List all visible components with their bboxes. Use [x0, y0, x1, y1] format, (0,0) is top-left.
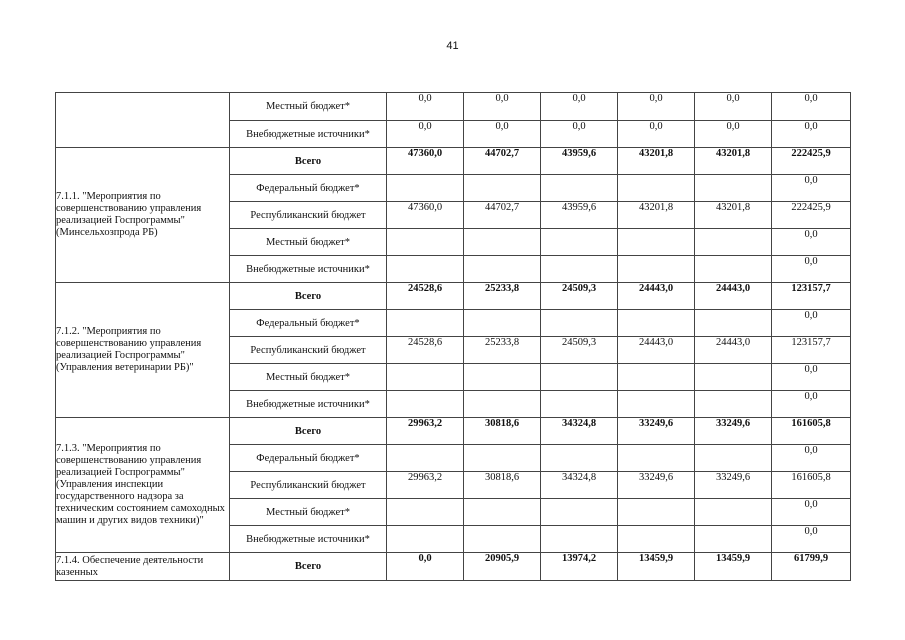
value-cell	[541, 526, 618, 553]
funding-source-cell: Всего	[230, 553, 387, 581]
value-cell	[387, 175, 464, 202]
funding-source-cell: Местный бюджет*	[230, 93, 387, 121]
value-cell: 0,0	[772, 364, 851, 391]
value-cell: 33249,6	[618, 472, 695, 499]
value-cell: 13459,9	[695, 553, 772, 581]
value-cell	[464, 256, 541, 283]
value-cell: 0,0	[772, 93, 851, 121]
event-name-cell	[56, 93, 230, 148]
value-cell: 0,0	[695, 93, 772, 121]
value-cell	[541, 391, 618, 418]
value-cell	[618, 175, 695, 202]
value-cell: 161605,8	[772, 472, 851, 499]
event-name-cell: 7.1.1. "Мероприятия по совершенствованию управления реализацией Госпрограммы" (Минсельхозпрода РБ)	[56, 148, 230, 283]
value-cell: 222425,9	[772, 202, 851, 229]
value-cell: 24443,0	[695, 337, 772, 364]
value-cell	[618, 445, 695, 472]
value-cell: 24443,0	[695, 283, 772, 310]
funding-source-cell: Всего	[230, 148, 387, 175]
value-cell: 47360,0	[387, 202, 464, 229]
value-cell	[695, 391, 772, 418]
value-cell	[464, 310, 541, 337]
value-cell: 24509,3	[541, 283, 618, 310]
table-body	[56, 93, 851, 581]
value-cell	[387, 391, 464, 418]
value-cell	[618, 364, 695, 391]
value-cell	[618, 310, 695, 337]
value-cell	[387, 229, 464, 256]
value-cell	[618, 391, 695, 418]
value-cell	[541, 310, 618, 337]
value-cell	[387, 499, 464, 526]
value-cell: 161605,8	[772, 418, 851, 445]
event-name-cell: 7.1.2. "Мероприятия по совершенствованию управления реализацией Госпрограммы" (Управления ветеринарии РБ)"	[56, 283, 230, 418]
value-cell: 13459,9	[618, 553, 695, 581]
value-cell: 43959,6	[541, 148, 618, 175]
value-cell: 0,0	[772, 229, 851, 256]
value-cell	[464, 175, 541, 202]
value-cell: 29963,2	[387, 418, 464, 445]
value-cell: 24509,3	[541, 337, 618, 364]
funding-source-cell: Внебюджетные источники*	[230, 526, 387, 553]
funding-source-cell: Внебюджетные источники*	[230, 391, 387, 418]
value-cell: 222425,9	[772, 148, 851, 175]
page-number: 41	[446, 40, 459, 52]
funding-source-cell: Республиканский бюджет	[230, 202, 387, 229]
table-row-total	[56, 418, 851, 445]
value-cell	[464, 445, 541, 472]
funding-source-cell: Федеральный бюджет*	[230, 310, 387, 337]
value-cell	[387, 310, 464, 337]
value-cell: 123157,7	[772, 337, 851, 364]
value-cell	[541, 256, 618, 283]
table-row-total	[56, 553, 851, 581]
value-cell: 0,0	[772, 526, 851, 553]
value-cell	[695, 445, 772, 472]
value-cell	[618, 526, 695, 553]
value-cell: 61799,9	[772, 553, 851, 581]
value-cell: 20905,9	[464, 553, 541, 581]
value-cell: 0,0	[618, 93, 695, 121]
funding-source-cell: Местный бюджет*	[230, 364, 387, 391]
funding-source-cell: Местный бюджет*	[230, 229, 387, 256]
value-cell: 0,0	[772, 121, 851, 148]
value-cell: 24443,0	[618, 337, 695, 364]
value-cell	[695, 229, 772, 256]
value-cell: 0,0	[387, 553, 464, 581]
funding-source-cell: Всего	[230, 283, 387, 310]
value-cell	[618, 256, 695, 283]
value-cell	[618, 499, 695, 526]
value-cell: 43201,8	[695, 148, 772, 175]
value-cell	[695, 364, 772, 391]
funding-source-cell: Федеральный бюджет*	[230, 175, 387, 202]
value-cell: 0,0	[387, 93, 464, 121]
value-cell	[387, 526, 464, 553]
value-cell	[541, 175, 618, 202]
value-cell	[695, 175, 772, 202]
value-cell: 43201,8	[695, 202, 772, 229]
value-cell	[387, 256, 464, 283]
value-cell: 24528,6	[387, 283, 464, 310]
value-cell: 25233,8	[464, 283, 541, 310]
value-cell	[695, 499, 772, 526]
value-cell: 33249,6	[695, 472, 772, 499]
value-cell: 0,0	[464, 93, 541, 121]
value-cell: 0,0	[464, 121, 541, 148]
value-cell: 34324,8	[541, 418, 618, 445]
value-cell: 0,0	[618, 121, 695, 148]
value-cell: 34324,8	[541, 472, 618, 499]
funding-source-cell: Внебюджетные источники*	[230, 256, 387, 283]
value-cell: 44702,7	[464, 202, 541, 229]
table-row	[56, 93, 851, 121]
value-cell: 24528,6	[387, 337, 464, 364]
table-row-total	[56, 283, 851, 310]
value-cell	[695, 526, 772, 553]
value-cell	[464, 526, 541, 553]
funding-source-cell: Внебюджетные источники*	[230, 121, 387, 148]
value-cell: 0,0	[772, 256, 851, 283]
value-cell: 25233,8	[464, 337, 541, 364]
value-cell	[618, 229, 695, 256]
value-cell	[541, 364, 618, 391]
funding-source-cell: Местный бюджет*	[230, 499, 387, 526]
value-cell	[541, 445, 618, 472]
value-cell	[387, 364, 464, 391]
value-cell: 44702,7	[464, 148, 541, 175]
funding-source-cell: Федеральный бюджет*	[230, 445, 387, 472]
value-cell	[541, 229, 618, 256]
value-cell: 30818,6	[464, 472, 541, 499]
value-cell: 29963,2	[387, 472, 464, 499]
value-cell	[387, 445, 464, 472]
value-cell: 0,0	[772, 175, 851, 202]
value-cell	[464, 499, 541, 526]
value-cell: 0,0	[387, 121, 464, 148]
value-cell: 0,0	[772, 445, 851, 472]
value-cell: 43201,8	[618, 202, 695, 229]
value-cell: 13974,2	[541, 553, 618, 581]
value-cell	[464, 364, 541, 391]
value-cell	[541, 499, 618, 526]
value-cell	[464, 391, 541, 418]
funding-source-cell: Всего	[230, 418, 387, 445]
value-cell: 43959,6	[541, 202, 618, 229]
value-cell: 30818,6	[464, 418, 541, 445]
value-cell: 0,0	[541, 93, 618, 121]
event-name-cell: 7.1.4. Обеспечение деятельности казенных	[56, 553, 230, 581]
value-cell: 43201,8	[618, 148, 695, 175]
value-cell: 33249,6	[618, 418, 695, 445]
value-cell	[695, 256, 772, 283]
value-cell: 47360,0	[387, 148, 464, 175]
funding-source-cell: Республиканский бюджет	[230, 337, 387, 364]
value-cell: 0,0	[541, 121, 618, 148]
value-cell: 24443,0	[618, 283, 695, 310]
table-row-total	[56, 148, 851, 175]
value-cell	[695, 310, 772, 337]
event-name-cell: 7.1.3. "Мероприятия по совершенствованию управления реализацией Госпрограммы" (Управления инспекции государственного надзора за техническим состоянием самоходных машин и других видов техники)"	[56, 418, 230, 553]
funding-source-cell: Республиканский бюджет	[230, 472, 387, 499]
value-cell: 0,0	[695, 121, 772, 148]
value-cell: 0,0	[772, 391, 851, 418]
value-cell: 33249,6	[695, 418, 772, 445]
budget-table	[55, 92, 851, 581]
value-cell: 0,0	[772, 310, 851, 337]
value-cell	[464, 229, 541, 256]
value-cell: 0,0	[772, 499, 851, 526]
value-cell: 123157,7	[772, 283, 851, 310]
